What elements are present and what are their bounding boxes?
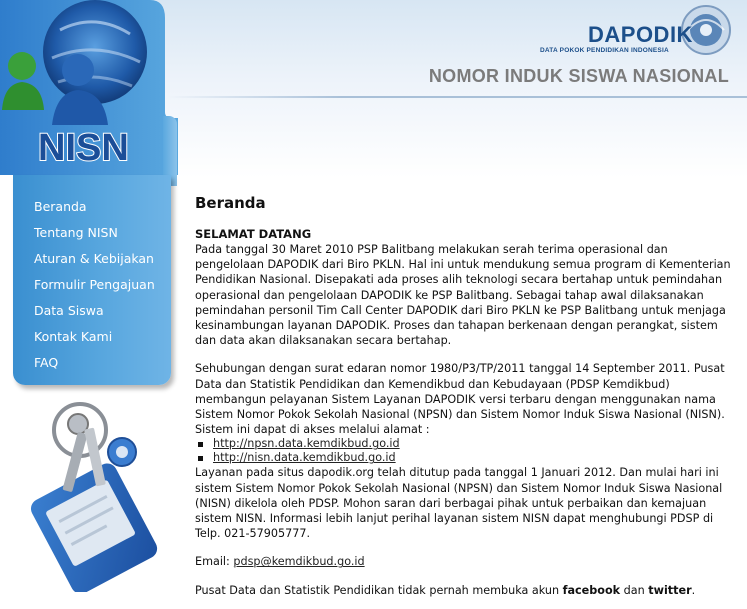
announcement-paragraph: Sehubungan dengan surat edaran nomor 1980/P3/TP/2011 tanggal 14 September 2011. Pusat Data dan Statistik Pendidikan dan Kemendikbud dan Kebudayaan (PDSP Kemdikbud) membangun pelayanan Sistem Layanan DAPODIK versi terbaru dengan menggunakan nama Sistem Nomor Pokok Sekolah Nasional (NPSN) dan Sistem Nomor Induk Siswa Nasional (NISN). Sistem ini dapat di akses melalui alamat : <box>195 362 725 437</box>
dapodik-logo[interactable] <box>530 4 745 66</box>
email-line <box>195 554 735 569</box>
npsn-link[interactable]: http://npsn.data.kemdikbud.go.id <box>213 437 400 451</box>
sidebar-item-formulir-pengajuan[interactable] <box>34 274 155 300</box>
dapodik-tagline: DATA POKOK PENDIDIKAN INDONESIA <box>540 47 669 54</box>
list-item <box>213 437 735 451</box>
welcome-heading: SELAMAT DATANG <box>195 227 312 241</box>
system-links-list <box>213 437 735 465</box>
sidebar-link[interactable]: Formulir Pengajuan <box>34 277 155 292</box>
sidebar-link[interactable]: FAQ <box>34 355 59 370</box>
site-title: NOMOR INDUK SISWA NASIONAL <box>428 66 729 86</box>
sidebar-item-beranda[interactable] <box>34 196 155 222</box>
sidebar-link[interactable]: Aturan & Kebijakan <box>34 251 154 266</box>
notice-text: Pusat Data dan Statistik Pendidikan tidak pernah membuka akun <box>195 583 560 597</box>
sidebar-item-kontak-kami[interactable] <box>34 326 155 352</box>
sidebar-item-data-siswa[interactable] <box>34 300 155 326</box>
twitter-label: twitter <box>648 583 692 597</box>
notice-and: dan <box>623 583 645 597</box>
main-content <box>195 193 735 609</box>
notice-end: . <box>691 583 696 597</box>
sidebar-link[interactable]: Beranda <box>34 199 87 214</box>
email-link[interactable]: pdsp@kemdikbud.go.id <box>233 555 365 569</box>
email-label: Email: <box>195 555 230 569</box>
keys-card-illustration <box>18 392 168 592</box>
sidebar-item-faq[interactable] <box>34 352 155 378</box>
list-item <box>213 451 735 465</box>
nisn-logo[interactable] <box>0 0 178 175</box>
sidebar-item-tentang-nisn[interactable] <box>34 222 155 248</box>
header-divider <box>168 96 747 98</box>
sidebar-link[interactable]: Data Siswa <box>34 303 104 318</box>
intro-paragraph: Pada tanggal 30 Maret 2010 PSP Balitbang melakukan serah terima operasional dan pengelolaan DAPODIK dari Biro PKLN. Hal ini untuk mendukung semua program di Kementerian Pendidikan Nasional. Disepakati ada proses alih teknologi secara bertahap untuk pemindahan operasional dan pengelolaan DAPODIK ke PSP Balitbang. Sebagai tahap awal dilaksanakan pemindahan personil Tim Call Center DAPODIK dari Biro PKLN ke PSP Balitbang untuk menjaga kesinambungan layanan DAPODIK. Proses dan tahapan berkenaan dengan perangkat, sistem dan data akan dilaksanakan secara bertahap. <box>195 243 731 348</box>
sidebar-link[interactable]: Kontak Kami <box>34 329 113 344</box>
sidebar-nav <box>13 175 171 385</box>
page-title: Beranda <box>195 194 266 212</box>
facebook-label: facebook <box>562 583 621 597</box>
sidebar-item-aturan-kebijakan[interactable] <box>34 248 155 274</box>
social-notice <box>195 583 735 598</box>
service-paragraph: Layanan pada situs dapodik.org telah ditutup pada tanggal 1 Januari 2012. Dan mulai hari ini sistem Sistem Nomor Pokok Sekolah Nasional (NPSN) dan Sistem Nomor Induk Siswa Nasional (NISN) dikelola oleh PDSP. Mohon saran dari berbagai pihak untuk perbaikan dan kemajuan sistem NISN. Informasi lebih lanjut perihal layanan sistem NISN dapat menghubungi PDSP di Telp. 021-57905777. <box>195 466 723 541</box>
nisn-link[interactable]: http://nisn.data.kemdikbud.go.id <box>213 451 396 465</box>
dapodik-brand: DAPODIK <box>588 22 693 47</box>
sidebar-link[interactable]: Tentang NISN <box>34 225 118 240</box>
nisn-logo-text: NISN <box>38 127 129 169</box>
